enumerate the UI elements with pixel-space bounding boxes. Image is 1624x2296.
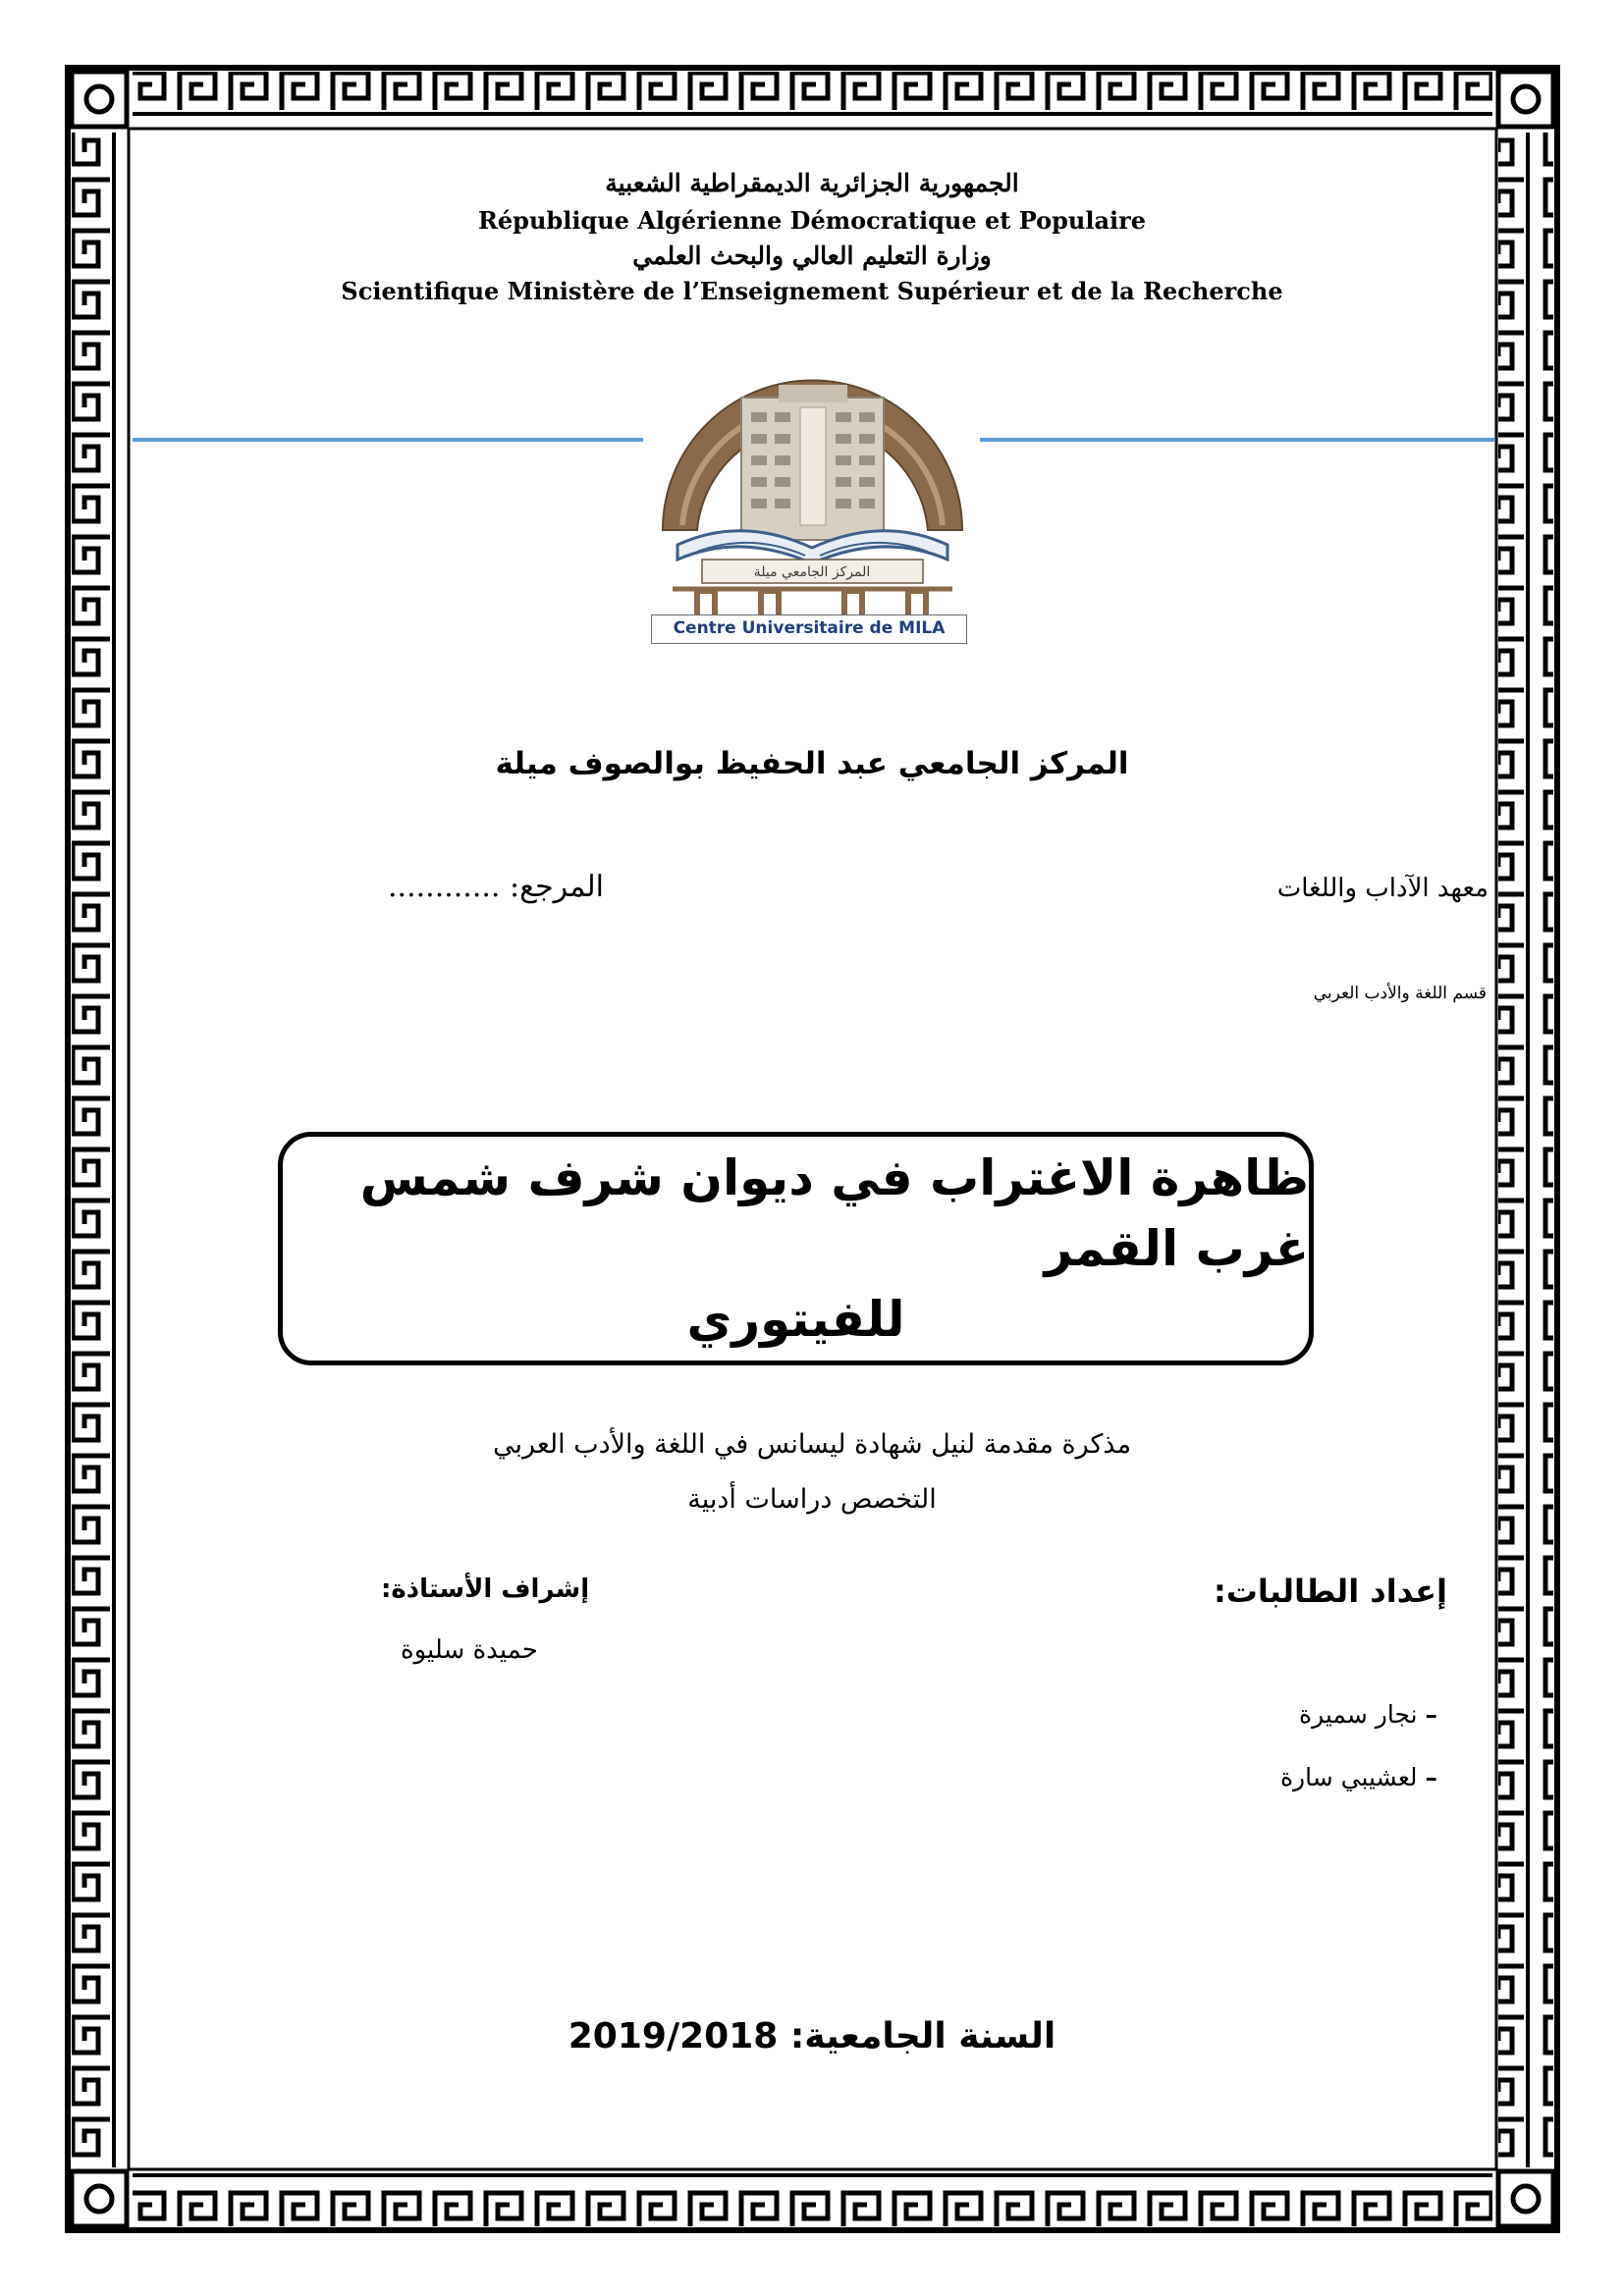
student-name: لعشيبي سارة <box>1279 1763 1418 1791</box>
right-divider-line <box>980 438 1494 442</box>
logo-banner-text: المركز الجامعي ميلة <box>753 564 871 580</box>
institute-name: معهد الآداب واللغات <box>1276 874 1489 903</box>
academic-year <box>0 2016 1624 2056</box>
university-logo <box>643 324 982 648</box>
university-name: المركز الجامعي عبد الحفيظ بوالصوف ميلة <box>495 746 1129 781</box>
thesis-title-line-2: للفيتوري <box>686 1291 905 1348</box>
supervisor-heading: إشراف الأستاذة: <box>381 1575 590 1604</box>
student-name: نجار سميرة <box>1298 1700 1418 1729</box>
department-name: قسم اللغة والأدب العربي <box>1313 984 1487 1003</box>
list-dash: – <box>1425 1700 1437 1729</box>
republic-french: République Algérienne Démocratique et Populaire <box>477 206 1147 235</box>
specialization: التخصص دراسات أدبية <box>687 1484 937 1515</box>
academic-year-label: السنة الجامعية: <box>789 2016 1056 2056</box>
students-heading: إعداد الطالبات: <box>1213 1573 1447 1610</box>
ministry-french: Scientifique Ministère de l’Enseignement Supérieur et de la Recherche <box>341 277 1283 305</box>
student-2 <box>1280 1763 1437 1791</box>
republic-arabic: الجمهورية الجزائرية الديمقراطية الشعبية <box>605 169 1019 197</box>
reference-field <box>363 870 604 904</box>
thesis-title-line-1: ظاهرة الاغتراب في ديوان شرف شمس غرب القمر <box>359 1149 1309 1277</box>
student-1 <box>1299 1700 1437 1729</box>
academic-year-value: 2019/2018 <box>568 2016 779 2056</box>
reference-value: ............ <box>388 870 501 904</box>
reference-label: المرجع: <box>510 870 604 904</box>
degree-statement: مذكرة مقدمة لنيل شهادة ليسانس في اللغة والأدب العربي <box>492 1429 1132 1460</box>
left-divider-line <box>133 438 643 442</box>
thesis-title-box <box>278 1132 1314 1365</box>
list-dash: – <box>1425 1763 1437 1791</box>
supervisor-name: حميدة سليوة <box>401 1635 538 1665</box>
ministry-arabic: وزارة التعليم العالي والبحث العلمي <box>632 241 992 270</box>
logo-caption: Centre Universitaire de MILA <box>651 614 967 644</box>
